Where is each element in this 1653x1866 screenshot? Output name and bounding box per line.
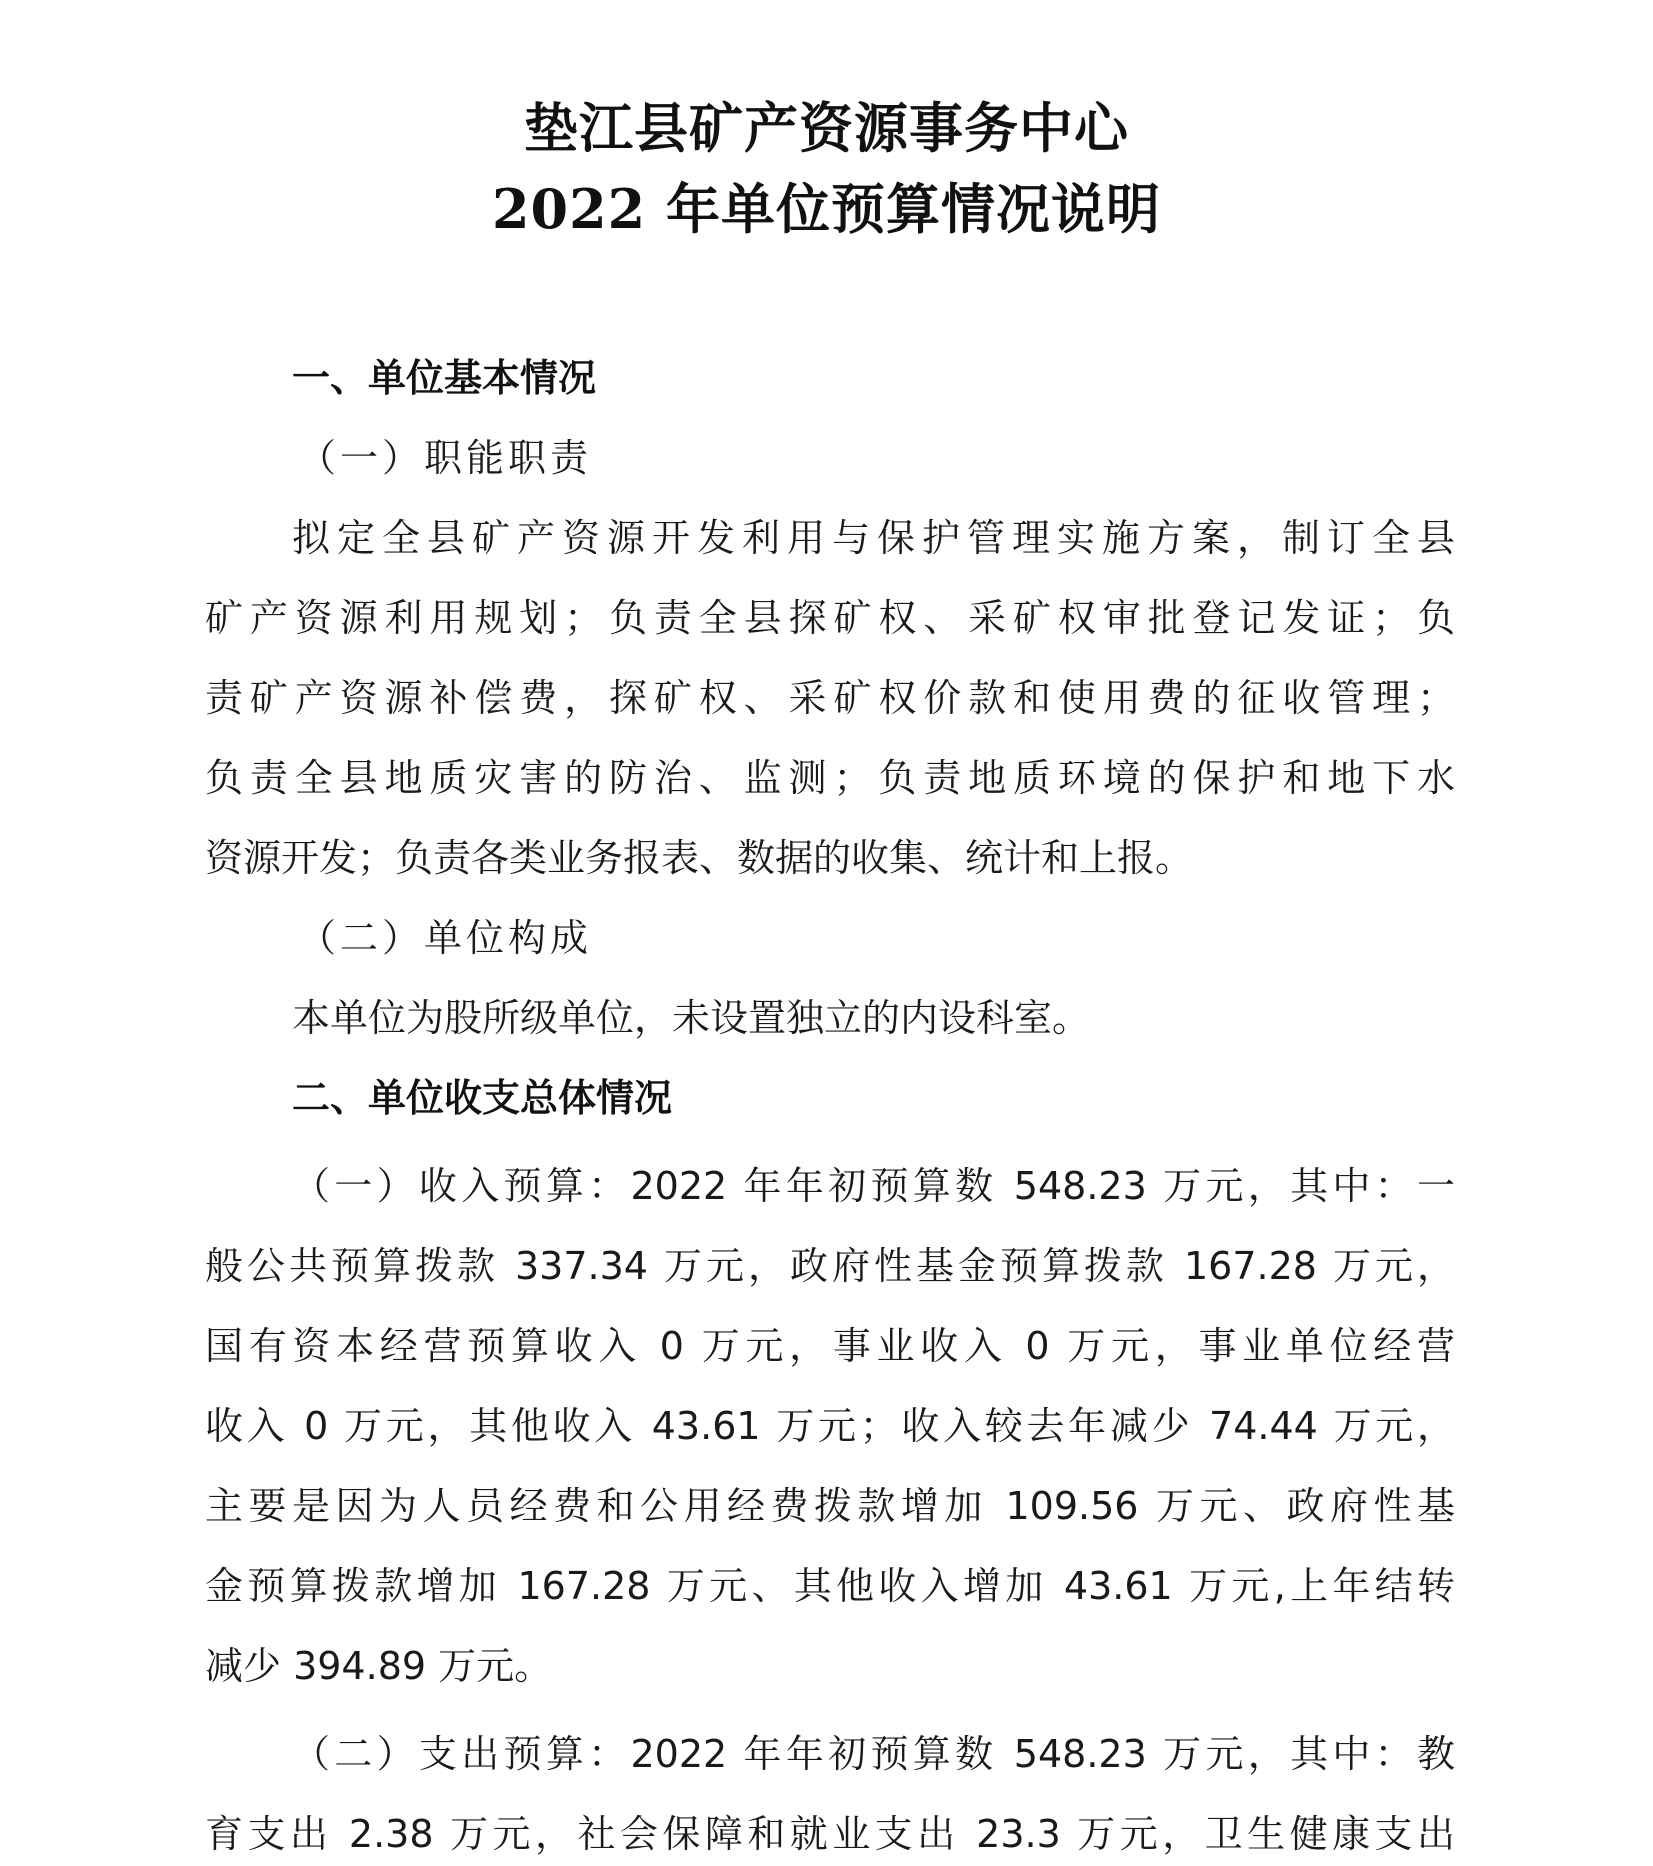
- paragraph-line: 拟定全县矿产资源开发利用与保护管理实施方案，制订全县: [292, 516, 1455, 560]
- section2-heading: 二、单位收支总体情况: [292, 1076, 673, 1120]
- paragraph-line: 本单位为股所级单位，未设置独立的内设科室。: [292, 996, 1091, 1040]
- income-paragraph-line: 国有资本经营预算收入 0 万元，事业收入 0 万元，事业单位经营: [205, 1324, 1455, 1368]
- expense-paragraph-line: 育支出 2.38 万元，社会保障和就业支出 23.3 万元，卫生健康支出: [205, 1812, 1455, 1856]
- paragraph-line: 负责全县地质灾害的防治、监测；负责地质环境的保护和地下水: [205, 756, 1455, 800]
- income-paragraph-line: 减少 394.89 万元。: [205, 1644, 553, 1688]
- income-paragraph-line: 金预算拨款增加 167.28 万元、其他收入增加 43.61 万元,上年结转: [205, 1564, 1455, 1608]
- section1-heading: 一、单位基本情况: [292, 356, 597, 400]
- document-title-line1: 垫江县矿产资源事务中心: [524, 96, 1129, 160]
- income-paragraph-line: 主要是因为人员经费和公用经费拨款增加 109.56 万元、政府性基: [205, 1484, 1455, 1528]
- income-paragraph-line: 般公共预算拨款 337.34 万元，政府性基金预算拨款 167.28 万元，: [205, 1244, 1455, 1288]
- document-title-line2: 2022 年单位预算情况说明: [491, 177, 1162, 241]
- section1-sub2-heading: （二）单位构成: [298, 916, 593, 960]
- section1-sub1-heading: （一）职能职责: [298, 436, 593, 480]
- paragraph-line: 资源开发；负责各类业务报表、数据的收集、统计和上报。: [205, 836, 1194, 880]
- income-paragraph-line: （一）收入预算：2022 年年初预算数 548.23 万元，其中：一: [292, 1164, 1455, 1208]
- paragraph-line: 责矿产资源补偿费，探矿权、采矿权价款和使用费的征收管理；: [205, 676, 1455, 720]
- expense-paragraph-line: （二）支出预算：2022 年年初预算数 548.23 万元，其中：教: [292, 1732, 1455, 1776]
- paragraph-line: 矿产资源利用规划；负责全县探矿权、采矿权审批登记发证；负: [205, 596, 1455, 640]
- income-paragraph-line: 收入 0 万元，其他收入 43.61 万元；收入较去年减少 74.44 万元，: [205, 1404, 1455, 1448]
